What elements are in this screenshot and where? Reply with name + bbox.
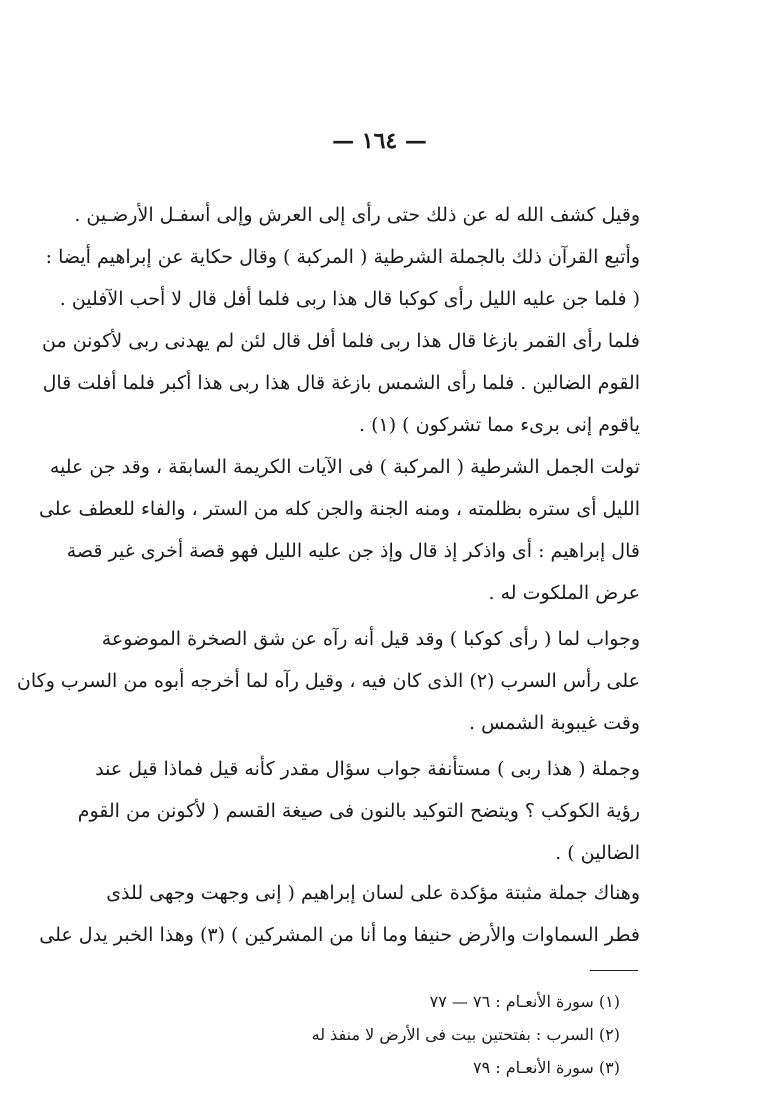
footnote-1: (١) سورة الأنعـام : ٧٦ — ٧٧ — [429, 992, 620, 1011]
text-line: قال إبراهيم : أى واذكر إذ قال وإذ جن عليه الليل فهو قصة أخرى غير قصة — [66, 540, 640, 562]
text-line: وجملة ( هذا ربى ) مستأنفة جواب سؤال مقدر كأنه قيل فماذا قيل عند — [95, 758, 640, 780]
text-line: على رأس السرب (٢) الذى كان فيه ، وقيل رآه لما أخرجه أبوه من السرب وكان — [16, 670, 640, 692]
text-line: وقيل كشف الله له عن ذلك حتى رأى إلى العرش وإلى أسفـل الأرضـين . — [74, 204, 640, 226]
text-line: تولت الجمل الشرطية ( المركبة ) فى الآيات الكريمة السابقة ، وقد جن عليه — [49, 456, 640, 478]
text-line: ( فلما جن عليه الليل رأى كوكبا قال هذا ربى فلما أفل قال لا أحب الآفلين . — [59, 288, 640, 310]
text-line: القوم الضالين . فلما رأى الشمس بازغة قال هذا ربى هذا أكبر فلما أفلت قال — [42, 372, 640, 394]
text-line: الليل أى ستره بظلمته ، ومنه الجنة والجن كله من الستر ، والفاء للعطف على — [38, 498, 640, 520]
footnotes — [300, 985, 620, 1084]
paragraph-4 — [77, 748, 640, 874]
footnote-divider — [590, 970, 638, 971]
text-line: وجواب لما ( رأى كوكبا ) وقد قيل أنه رآه عن شق الصخرة الموضوعة — [101, 628, 640, 650]
footnote-2: (٢) السرب : بفتحتين بيت فى الأرض لا منفذ له — [311, 1025, 620, 1044]
paragraph-5 — [39, 872, 640, 956]
text-line: وأتبع القرآن ذلك بالجملة الشرطية ( المركبة ) وقال حكاية عن إبراهيم أيضا : — [45, 246, 640, 268]
text-line: وقت غيبوبة الشمس . — [469, 712, 640, 734]
paragraph-2 — [38, 446, 640, 614]
text-line: عرض الملكوت له . — [488, 582, 640, 604]
text-line: فلما رأى القمر بازغا قال هذا ربى فلما أفل قال لئن لم يهدنى ربى لأكونن من — [42, 330, 640, 352]
paragraph-1 — [42, 194, 640, 446]
text-line: رؤية الكوكب ؟ ويتضح التوكيد بالنون فى صيغة القسم ( لأكونن من القوم — [77, 800, 640, 822]
text-line: ياقوم إنى برىء مما تشركون ) (١) . — [359, 414, 640, 436]
text-line: وهناك جملة مثبتة مؤكدة على لسان إبراهيم ( إنى وجهت وجهى للذى — [106, 882, 640, 904]
paragraph-3 — [16, 618, 640, 744]
page-number: — ١٦٤ — — [332, 128, 427, 154]
text-line: فطر السماوات والأرض حنيفا وما أنا من المشركين ) (٣) وهذا الخبر يدل على — [39, 924, 640, 946]
footnote-3: (٣) سورة الأنعـام : ٧٩ — [473, 1058, 620, 1077]
text-line: الضالين ) . — [555, 842, 640, 864]
